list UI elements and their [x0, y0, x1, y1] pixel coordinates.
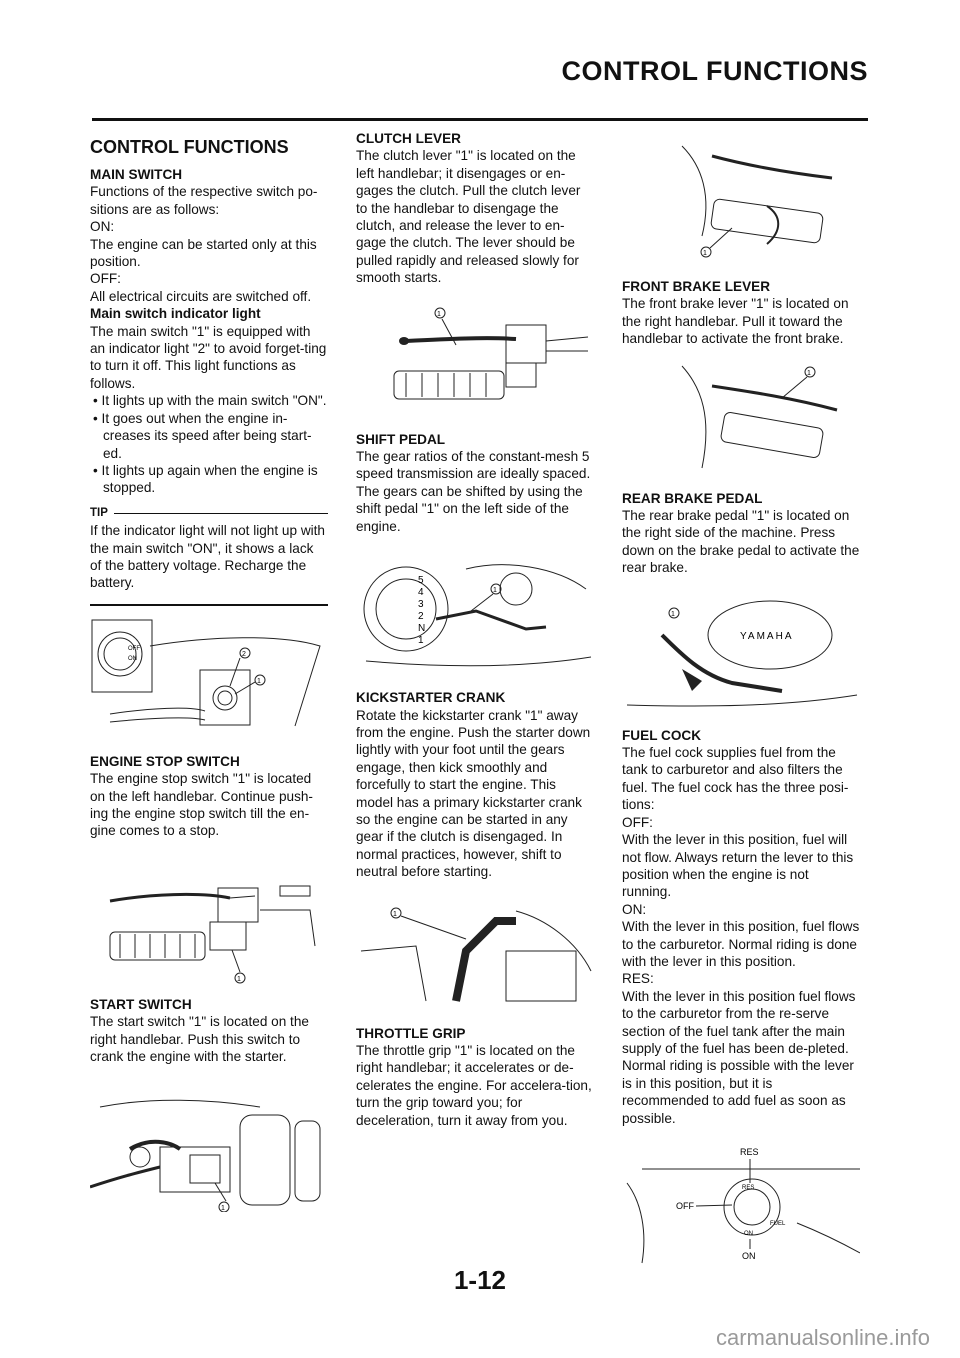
main-switch-line: sitions are as follows:: [90, 201, 220, 217]
fuel-res-text: With the lever in this position fuel flows to the carburetor from the re-serve section of the fuel tank after the main supply of the fuel has been de-pleted. Normal riding is possible with the lever is in this position, but it is recommended to add fuel as soon as possible.: [622, 988, 856, 1126]
indicator-text: The main switch "1" is equipped with an indicator light "2" to avoid forget-ting to turn it off. This light functions as follows.: [90, 323, 327, 391]
fig1-label-2: 2: [242, 650, 246, 658]
tip-box: [90, 505, 328, 606]
fig5-gear-2: 2: [418, 611, 424, 623]
clutch-lever-text: The clutch lever "1" is located on the left handlebar; it disengages or en-gages the clutch. Pull the clutch lever to the handlebar to disengage the clutch, and release the lever to en-gage the clutch. The lever should be pulled rapidly and released slowly for smooth starts.: [356, 148, 581, 286]
shift-pedal-heading: SHIFT PEDAL: [356, 431, 446, 447]
fuel-off-text: With the lever in this position, fuel will not flow. Always return the lever to this position when the engine is not running.: [622, 832, 854, 900]
fig1-off-label: OFF: [128, 645, 140, 652]
fuel-on-text: With the lever in this position, fuel flows to the carburetor. Normal riding is done with the lever in this position.: [622, 919, 860, 969]
throttle-grip-text: The throttle grip "1" is located on the right handlebar; it accelerates or de-celerates the engine. For accelera-tion, turn the grip toward you; for deceleration, turn it away from you.: [356, 1042, 592, 1128]
indicator-bullets: [90, 392, 328, 496]
fig1-on-label: ON: [128, 655, 137, 662]
fig6-label-1: 1: [393, 910, 397, 918]
throttle-grip-illustration: [622, 136, 860, 266]
fig10-off: OFF: [676, 1201, 694, 1211]
engine-stop-heading: ENGINE STOP SWITCH: [90, 753, 240, 769]
shift-pedal-text: The gear ratios of the constant-mesh 5 speed transmission are ideally spaced. The gears can be shifted by using the shift pedal "1" on the left side of the engine.: [356, 449, 591, 534]
fuel-cock-intro: The fuel cock supplies fuel from the tank to carburetor and also filters the fuel. The fuel cock has the three posi-tions:: [622, 745, 849, 813]
shift-pedal-illustration: [356, 549, 594, 677]
column-1: [90, 130, 328, 1224]
fuel-off-label: OFF:: [622, 814, 653, 830]
kickstarter-heading: KICKSTARTER CRANK: [356, 690, 506, 706]
fig9-brand-label: YAMAHA: [740, 630, 794, 642]
indicator-heading: Main switch indicator light: [90, 306, 261, 322]
main-switch-heading: MAIN SWITCH: [90, 167, 183, 182]
fig10-on-bottom: ON: [742, 1251, 756, 1261]
fig1-label-1: 1: [257, 677, 261, 685]
header-rule: [92, 118, 868, 121]
page-number: 1-12: [453, 1265, 507, 1295]
front-brake-text: The front brake lever "1" is located on the right handlebar. Pull it toward the handlebar to activate the front brake.: [622, 296, 849, 347]
rear-brake-illustration: [622, 595, 860, 715]
rear-brake-text: The rear brake pedal "1" is located on the right side of the machine. Press down on the brake pedal to activate the rear brake.: [622, 508, 860, 576]
tip-label: TIP: [90, 506, 108, 519]
main-switch-illustration: [90, 616, 328, 741]
fig10-fuel: FUEL: [770, 1221, 786, 1227]
main-switch-line: position.: [90, 254, 141, 270]
clutch-lever-illustration: [356, 301, 594, 413]
column-3: [622, 130, 860, 1277]
section-title: CONTROL FUNCTIONS: [90, 137, 289, 157]
fig8-label-1: 1: [807, 369, 811, 377]
page-header-title: CONTROL FUNCTIONS: [561, 56, 868, 86]
column-2: [356, 130, 594, 1129]
start-switch-text: The start switch "1" is located on the right handlebar. Push this switch to crank the engine with the starter.: [90, 1014, 309, 1064]
clutch-lever-heading: CLUTCH LEVER: [356, 131, 461, 146]
fuel-cock-illustration: [622, 1143, 860, 1265]
fig2-label-1: 1: [237, 975, 241, 983]
kickstarter-illustration: [356, 891, 594, 1013]
fig10-res-top: RES: [740, 1147, 759, 1157]
engine-stop-text: The engine stop switch "1" is located on the left handlebar. Continue push-ing the engine stop switch till the en-gine comes to a stop.: [90, 771, 313, 839]
fig9-label-1: 1: [671, 610, 675, 618]
list-item: • It lights up with the main switch "ON".: [90, 392, 328, 409]
front-brake-illustration: [622, 358, 860, 478]
main-switch-line: The engine can be started only at this: [90, 236, 317, 252]
start-switch-heading: START SWITCH: [90, 996, 192, 1012]
fig10-res-dial: RES: [742, 1185, 755, 1191]
front-brake-heading: FRONT BRAKE LEVER: [622, 279, 771, 294]
watermark: carmanualsonline.info: [715, 1325, 930, 1350]
list-item: • It goes out when the engine in-creases its speed after being start-ed.: [90, 410, 328, 462]
fig5-gear-5: 5: [418, 575, 424, 587]
fig5-gear-4: 4: [418, 587, 424, 599]
fig4-label-1: 1: [437, 310, 441, 318]
fig5-gear-3: 3: [418, 599, 424, 611]
fuel-res-label: RES:: [622, 971, 654, 987]
engine-stop-switch-illustration: [90, 866, 328, 984]
throttle-grip-heading: THROTTLE GRIP: [356, 1025, 466, 1041]
main-switch-line: OFF:: [90, 271, 121, 287]
fuel-on-label: ON:: [622, 901, 647, 917]
rear-brake-heading: REAR BRAKE PEDAL: [622, 490, 763, 506]
main-switch-line: ON:: [90, 219, 115, 235]
kickstarter-text: Rotate the kickstarter crank "1" away from the engine. Push the starter down lightly with your foot until the gears engage, then kick smoothly and forcefully to start the engine. This model has a primary kickstarter crank so the engine can be started in any gear if the clutch is disengaged. In normal practices, however, shift to neutral before starting.: [356, 707, 591, 880]
fig3-label-1: 1: [221, 1205, 225, 1213]
fig5-gear-n: N: [418, 623, 426, 635]
tip-text: If the indicator light will not light up with the main switch "ON", it shows a lack of the battery voltage. Recharge the battery.: [90, 523, 325, 591]
main-switch-line: All electrical circuits are switched off.: [90, 288, 312, 304]
fig5-label-1: 1: [493, 587, 497, 595]
fig10-on-dial: ON: [744, 1231, 753, 1237]
main-switch-line: Functions of the respective switch po-: [90, 184, 318, 200]
start-switch-illustration: [90, 1087, 328, 1212]
fig7-label-1: 1: [703, 250, 707, 257]
fuel-cock-heading: FUEL COCK: [622, 727, 702, 743]
list-item: • It lights up again when the engine is stopped.: [90, 462, 328, 497]
fig5-gear-1: 1: [418, 635, 424, 647]
